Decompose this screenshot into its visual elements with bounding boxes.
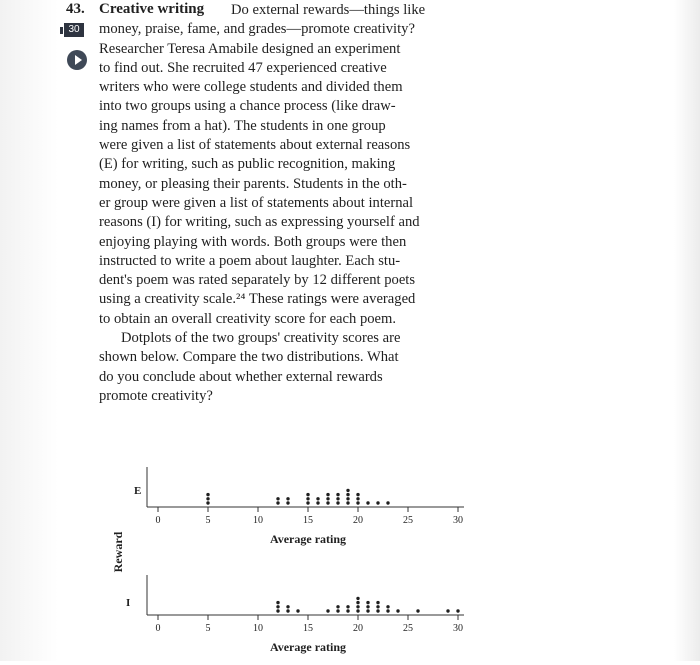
dot-point xyxy=(336,605,339,608)
group-label: I xyxy=(126,597,131,609)
dot-point xyxy=(416,609,419,612)
text-line: do you conclude about whether external rewards xyxy=(99,368,383,385)
text-line: promote creativity? xyxy=(99,387,213,404)
x-axis-title: Average rating xyxy=(269,532,347,546)
text-line: were given a list of statements about external reasons xyxy=(99,137,411,154)
x-tick-label: 25 xyxy=(403,515,413,526)
dot-point xyxy=(366,501,369,504)
dot-point xyxy=(396,609,399,612)
group-label: E xyxy=(134,485,142,497)
dot-point xyxy=(206,497,209,500)
dot-point xyxy=(446,609,449,612)
dot-point xyxy=(316,497,319,500)
dot-point xyxy=(326,493,329,496)
dot-point xyxy=(356,497,359,500)
dot-point xyxy=(276,501,279,504)
dot-point xyxy=(386,501,389,504)
dot-point xyxy=(296,609,299,612)
text-line: into two groups using a chance process (like draw- xyxy=(99,98,396,115)
dot-point xyxy=(356,597,359,600)
text-line: Dotplots of the two groups' creativity scores are xyxy=(121,330,401,347)
dot-point xyxy=(326,501,329,504)
exercise-text xyxy=(99,1,499,406)
dot-point xyxy=(456,609,459,612)
dot-point xyxy=(336,501,339,504)
dot-point xyxy=(336,497,339,500)
x-tick-label: 10 xyxy=(253,623,263,634)
dot-point xyxy=(366,605,369,608)
x-axis-title: Average rating xyxy=(269,640,347,654)
reward-axis-label: Reward xyxy=(111,531,125,573)
dot-point xyxy=(346,609,349,612)
page-edge-shadow-left xyxy=(0,0,58,661)
x-tick-label: 0 xyxy=(155,623,161,634)
dot-point xyxy=(346,489,349,492)
text-line: instructed to write a poem about laughter. Each stu- xyxy=(99,252,401,269)
dot-point xyxy=(276,601,279,604)
dot-point xyxy=(346,501,349,504)
dotplot-svg xyxy=(80,460,480,660)
dot-point xyxy=(286,609,289,612)
text-line: money, or pleasing their parents. Students in the oth- xyxy=(99,175,407,192)
x-tick-label: 15 xyxy=(303,515,313,526)
dot-point xyxy=(376,609,379,612)
dot-point xyxy=(306,497,309,500)
dot-point xyxy=(366,601,369,604)
dot-point xyxy=(376,605,379,608)
text-line: Do external rewards—things like xyxy=(231,2,426,18)
text-line: enjoying playing with words. Both groups were then xyxy=(99,233,407,250)
dot-point xyxy=(286,605,289,608)
dot-point xyxy=(336,609,339,612)
x-tick-label: 5 xyxy=(205,515,211,526)
text-line: Researcher Teresa Amabile designed an experiment xyxy=(99,40,401,57)
dotplot-figure xyxy=(80,460,480,660)
text-line: reasons (I) for writing, such as expressing yourself and xyxy=(99,214,420,231)
exercise-badge: 30 xyxy=(64,23,84,37)
text-line: ing names from a hat). The students in one group xyxy=(99,117,386,134)
text-line: to find out. She recruited 47 experienced creative xyxy=(99,59,387,76)
dot-point xyxy=(356,605,359,608)
dot-point xyxy=(366,609,369,612)
dot-point xyxy=(356,609,359,612)
text-line: (E) for writing, such as public recognition, making xyxy=(99,156,396,173)
text-line: shown below. Compare the two distributions. What xyxy=(99,349,399,366)
dot-point xyxy=(326,609,329,612)
dot-point xyxy=(346,493,349,496)
exercise-title: Creative writing xyxy=(99,1,205,17)
x-tick-label: 20 xyxy=(353,623,363,634)
text-line: dent's poem was rated separately by 12 different poets xyxy=(99,272,416,289)
dot-point xyxy=(316,501,319,504)
x-tick-label: 30 xyxy=(453,623,463,634)
x-tick-label: 0 xyxy=(155,515,161,526)
dot-point xyxy=(276,497,279,500)
page-edge-shadow-right xyxy=(674,0,700,661)
badge-marker xyxy=(60,27,63,34)
play-video-icon[interactable] xyxy=(67,50,87,70)
dot-point xyxy=(306,493,309,496)
dot-point xyxy=(286,497,289,500)
x-tick-label: 20 xyxy=(353,515,363,526)
exercise-number: 43. xyxy=(66,1,85,17)
dot-point xyxy=(386,609,389,612)
dot-point xyxy=(206,501,209,504)
dot-point xyxy=(356,501,359,504)
dot-point xyxy=(326,497,329,500)
dot-point xyxy=(376,501,379,504)
dot-point xyxy=(276,609,279,612)
x-tick-label: 15 xyxy=(303,623,313,634)
x-tick-label: 10 xyxy=(253,515,263,526)
dot-point xyxy=(346,497,349,500)
dot-point xyxy=(306,501,309,504)
x-tick-label: 30 xyxy=(453,515,463,526)
text-line: to obtain an overall creativity score for each poem. xyxy=(99,310,397,327)
dot-point xyxy=(356,601,359,604)
text-line: money, praise, fame, and grades—promote creativity? xyxy=(99,21,415,38)
dot-point xyxy=(206,493,209,496)
dot-point xyxy=(336,493,339,496)
dot-point xyxy=(346,605,349,608)
text-line: er group were given a list of statements about internal xyxy=(99,194,414,211)
dot-point xyxy=(356,493,359,496)
text-line: writers who were college students and divided them xyxy=(99,79,403,96)
dot-point xyxy=(376,601,379,604)
x-tick-label: 25 xyxy=(403,623,413,634)
x-tick-label: 5 xyxy=(205,623,211,634)
dot-point xyxy=(386,605,389,608)
dot-point xyxy=(276,605,279,608)
text-line: using a creativity scale.²⁴ These ratings were averaged xyxy=(99,291,416,308)
dot-point xyxy=(286,501,289,504)
